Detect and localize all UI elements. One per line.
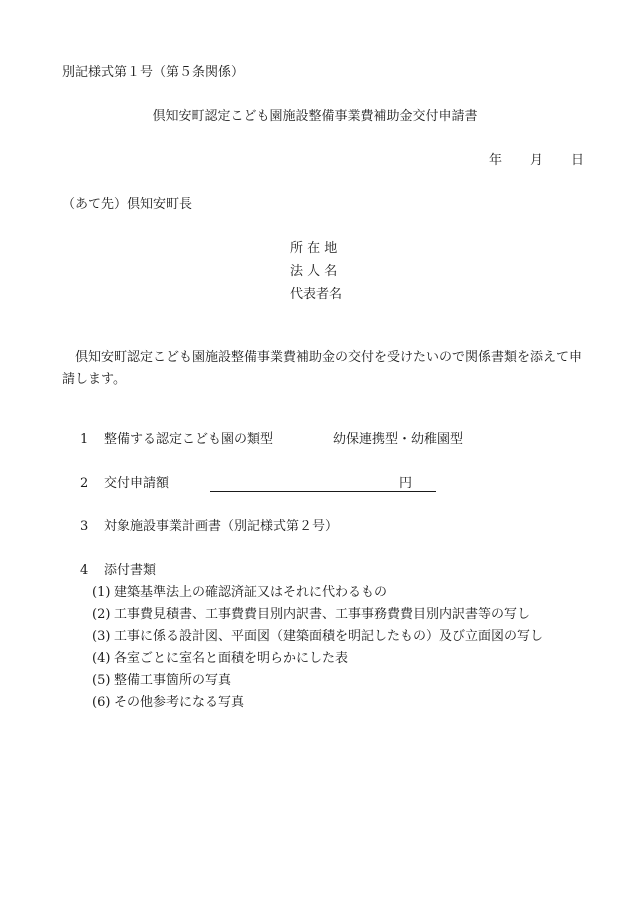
application-statement: 倶知安町認定こども園施設整備事業費補助金の交付を受けたいので関係書類を添えて申請します。 [62,350,583,387]
date-year-label: 年 [488,153,502,168]
form-reference: 別記様式第１号（第５条関係） [62,65,245,80]
item-business-plan [80,520,338,533]
facility-type-value: 幼保連携型・幼稚園型 [333,432,464,447]
item-number: 1 [80,432,89,447]
date-day-label: 日 [570,153,584,168]
item-label: 添付書類 [104,563,157,578]
attachment-item [92,586,387,599]
item-number: 3 [80,519,89,534]
item-number: 2 [80,476,89,491]
date-month-label: 月 [529,153,543,168]
attachment-item [92,630,543,643]
amount-field [210,475,436,492]
item-number: 4 [80,563,89,578]
applicant-corporation-label: 法 人 名 [290,264,338,279]
attachment-item [92,696,244,709]
attachment-text: その他参考になる写真 [114,695,245,710]
applicant-address-label: 所 在 地 [290,241,338,256]
attachment-text: 各室ごとに室名と面積を明らかにした表 [114,651,349,666]
attachment-text: 建築基準法上の確認済証又はそれに代わるもの [114,585,388,600]
attachment-text: 整備工事箇所の写真 [114,673,232,688]
item-label: 対象施設事業計画書（別記様式第２号） [104,519,339,534]
date-line [489,154,584,167]
item-attachments [80,564,156,577]
attachment-item [92,608,530,621]
attachment-item [92,674,231,687]
document-title: 倶知安町認定こども園施設整備事業費補助金交付申請書 [152,109,478,124]
addressee: （あて先）倶知安町長 [62,197,193,212]
attachment-number: (5) [92,673,111,688]
attachment-text: 工事費見積書、工事費費目別内訳書、工事事務費費目別内訳書等の写し [114,607,531,622]
attachment-text: 工事に係る設計図、平面図（建築面積を明記したもの）及び立面図の写し [114,629,544,644]
item-label: 整備する認定こども園の類型 [104,432,274,447]
attachment-number: (1) [92,585,111,600]
yen-unit: 円 [398,476,412,491]
applicant-representative-label: 代表者名 [290,287,343,302]
attachment-number: (6) [92,695,111,710]
attachment-number: (4) [92,651,111,666]
item-label: 交付申請額 [104,476,170,491]
item-facility-type [80,432,464,447]
attachment-number: (2) [92,607,111,622]
attachment-number: (3) [92,629,111,644]
attachment-item [92,652,348,665]
item-application-amount [80,476,412,491]
